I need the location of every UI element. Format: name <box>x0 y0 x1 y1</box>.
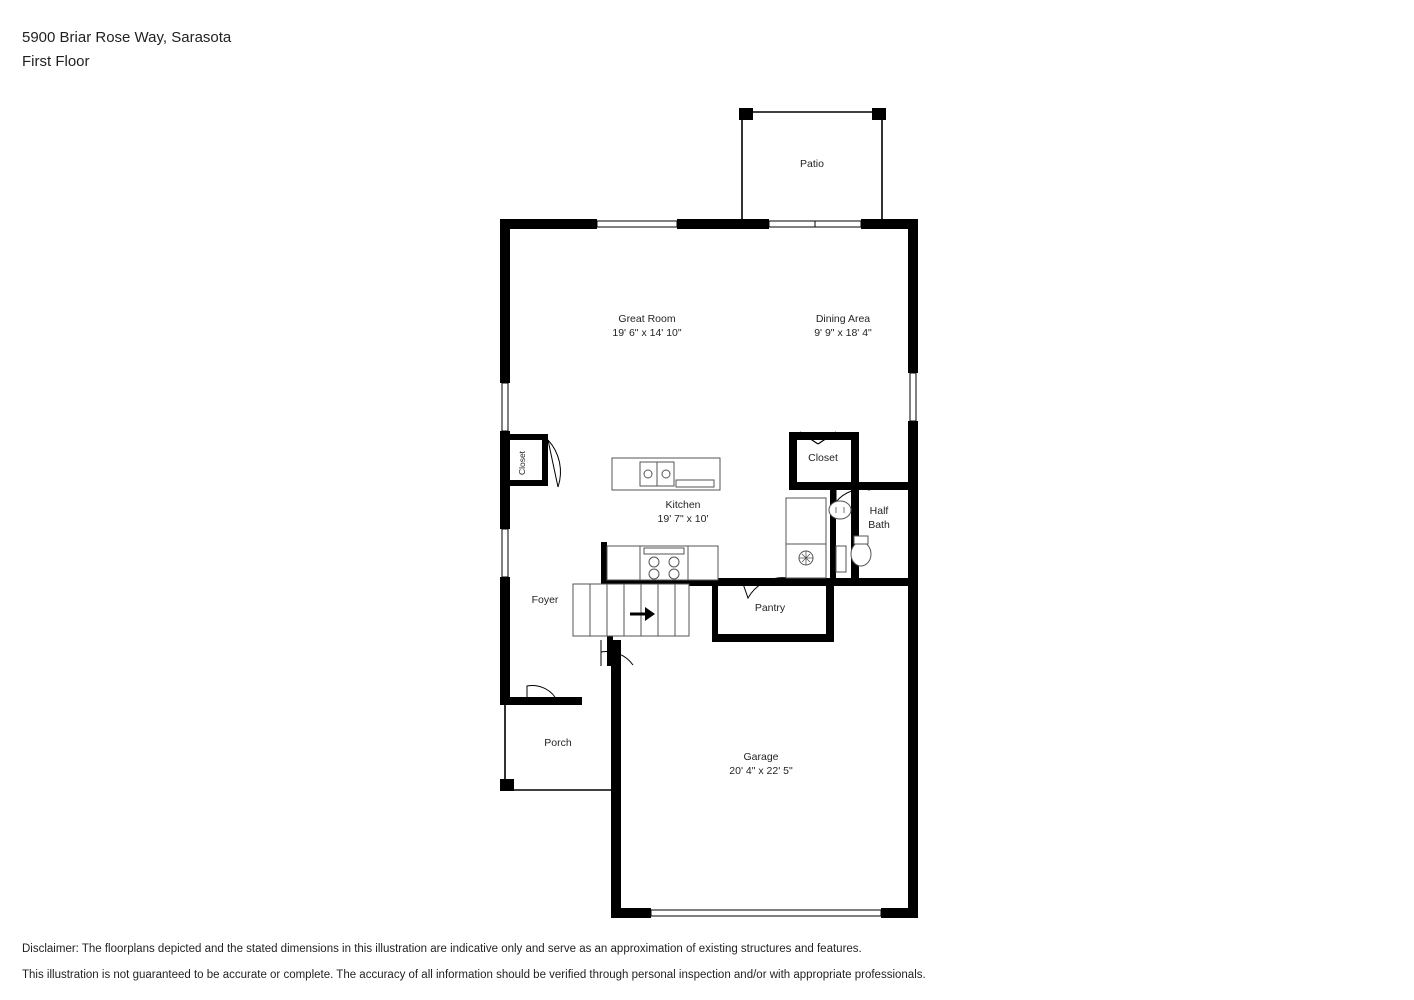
room-name: Garage <box>743 751 779 763</box>
disclaimer-line-1: Disclaimer: The floorplans depicted and the stated dimensions in this illustration are indicative only and serve as an approximation of existing structures and features. <box>22 943 862 955</box>
room-name: Pantry <box>754 602 786 614</box>
room-label-half-bath <box>868 504 890 532</box>
room-name: Kitchen <box>665 499 701 511</box>
room-label-closet2 <box>808 451 838 465</box>
page-title: 5900 Briar Rose Way, Sarasota <box>22 29 232 46</box>
staircase <box>573 584 689 636</box>
laundry-fixtures <box>786 498 826 578</box>
room-name: Porch <box>544 737 572 749</box>
room-name: Dining Area <box>815 313 871 325</box>
room-name: Foyer <box>531 594 559 606</box>
room-label-pantry <box>755 601 785 615</box>
room-name: Closet <box>808 452 838 464</box>
room-label-great-room <box>612 312 681 340</box>
room-label-foyer <box>532 593 559 607</box>
room-dimensions: 20' 4" x 22' 5" <box>729 765 793 777</box>
room-dimensions: 9' 9" x 18' 4" <box>814 327 872 339</box>
kitchen-island <box>612 458 720 490</box>
disclaimer <box>22 936 926 988</box>
room-dimensions: 19' 7" x 10' <box>657 513 709 525</box>
room-label-kitchen <box>658 498 709 526</box>
room-name: Great Room <box>618 313 676 325</box>
disclaimer-line-2: This illustration is not guaranteed to be accurate or complete. The accuracy of all information should be verified through personal inspection and/or with appropriate professionals. <box>22 969 926 981</box>
room-name: Half <box>869 505 889 517</box>
room-label-patio <box>800 157 824 171</box>
room-label-closet1: Closet <box>517 450 527 476</box>
room-label-porch <box>544 736 571 750</box>
floor-subtitle: First Floor <box>22 53 90 70</box>
room-label-dining-area <box>814 312 872 340</box>
room-label-garage <box>729 750 792 778</box>
room-dimensions: 19' 6" x 14' 10" <box>612 327 682 339</box>
room-dimensions: Bath <box>868 519 890 531</box>
room-name: Patio <box>800 158 824 170</box>
kitchen-range <box>607 546 718 580</box>
